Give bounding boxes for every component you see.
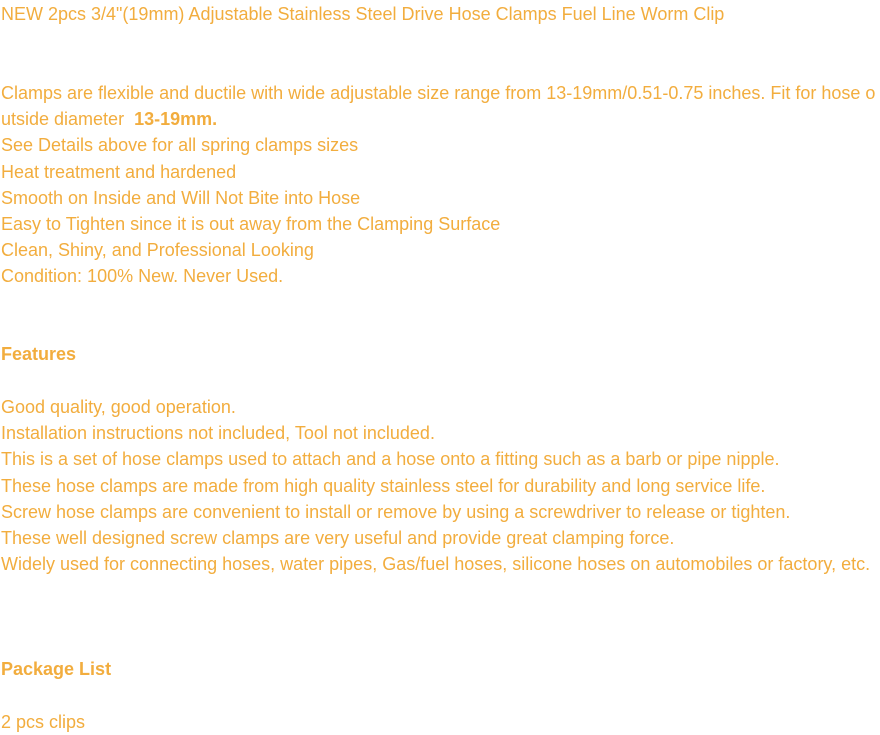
package-list bbox=[1, 709, 879, 735]
product-title: NEW 2pcs 3/4"(19mm) Adjustable Stainless Steel Drive Hose Clamps Fuel Line Worm Clip bbox=[1, 4, 725, 24]
description-line: See Details above for all spring clamps sizes bbox=[1, 135, 359, 156]
description-line: Condition: 100% New. Never Used. bbox=[1, 266, 284, 287]
feature-item: These well designed screw clamps are very useful and provide great clamping force. bbox=[1, 528, 675, 549]
description-line: Heat treatment and hardened bbox=[1, 161, 237, 182]
feature-item: Installation instructions not included, Tool not included. bbox=[1, 423, 435, 444]
description-line: Easy to Tighten since it is out away from the Clamping Surface bbox=[1, 214, 501, 235]
description-intro bbox=[1, 80, 879, 132]
feature-item: This is a set of hose clamps used to attach and a hose onto a fitting such as a barb or pipe nipple. bbox=[1, 449, 780, 470]
feature-item: Screw hose clamps are convenient to install or remove by using a screwdriver to release or tighten. bbox=[1, 501, 791, 522]
feature-item: Good quality, good operation. bbox=[1, 397, 236, 417]
feature-item: These hose clamps are made from high quality stainless steel for durability and long service life. bbox=[1, 475, 766, 496]
package-item: 2 pcs clips bbox=[1, 712, 86, 732]
description-section bbox=[1, 80, 879, 290]
package-list-heading: Package List bbox=[1, 659, 112, 679]
description-line: Smooth on Inside and Will Not Bite into Hose bbox=[1, 187, 361, 208]
feature-item: Widely used for connecting hoses, water pipes, Gas/fuel hoses, silicone hoses on automobiles or factory, etc. bbox=[1, 554, 871, 575]
description-line: Clean, Shiny, and Professional Looking bbox=[1, 240, 314, 261]
features-list bbox=[1, 394, 879, 577]
features-heading: Features bbox=[1, 344, 77, 364]
description-intro-text: Clamps are flexible and ductile with wide adjustable size range from 13-19mm/0.51-0.75 inches. Fit for hose outside diameter bbox=[1, 83, 876, 130]
description-size-highlight: 13-19mm. bbox=[134, 109, 218, 130]
